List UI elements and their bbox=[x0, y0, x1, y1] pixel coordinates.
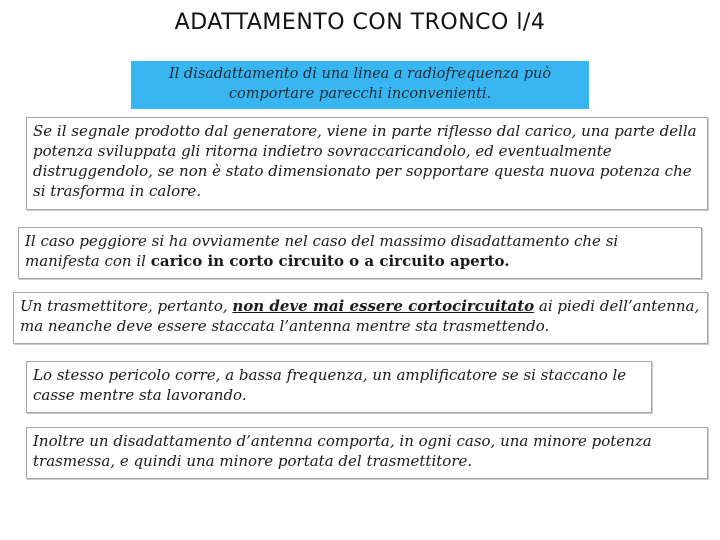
paragraph-text: Inoltre un disadattamento d’antenna comporta, in ogni caso, una minore potenza trasmessa, e quindi una minore portata del trasmettitore. bbox=[33, 432, 652, 470]
paragraph-emphasis: carico in corto circuito o a circuito aperto. bbox=[150, 252, 510, 270]
paragraph-box-reduced-power bbox=[26, 427, 708, 479]
paragraph-text-after: ai piedi dell’antenna, ma neanche deve essere staccata l’antenna mentre sta trasmettendo. bbox=[20, 297, 700, 335]
intro-highlight-box bbox=[131, 61, 589, 109]
paragraph-text: Il caso peggiore si ha ovviamente nel caso del massimo disadattamento che si manifesta con il bbox=[25, 232, 619, 270]
paragraph-emphasis: non deve mai essere cortocircuitato bbox=[232, 297, 535, 315]
intro-line-1: Il disadattamento di una linea a radiofrequenza può bbox=[168, 66, 552, 82]
paragraph-box-low-frequency bbox=[26, 361, 652, 413]
paragraph-box-generator-reflection bbox=[26, 117, 708, 210]
paragraph-text: Se il segnale prodotto dal generatore, viene in parte riflesso dal carico, una parte della potenza sviluppata gli ritorna indietro sovraccaricandolo, ed eventualmente distruggendolo, se non è stato dimensionato per sopportare questa nuova potenza che si trasforma in calore. bbox=[33, 122, 697, 200]
paragraph-box-worst-case bbox=[18, 227, 702, 279]
slide-title: ADATTAMENTO CON TRONCO l/4 bbox=[174, 10, 546, 35]
paragraph-box-transmitter-warning bbox=[13, 292, 708, 344]
paragraph-text: Un trasmettitore, pertanto, bbox=[20, 297, 233, 315]
paragraph-text: Lo stesso pericolo corre, a bassa frequenza, un amplificatore se si staccano le casse mentre sta lavorando. bbox=[33, 366, 627, 404]
intro-line-2: comportare parecchi inconvenienti. bbox=[228, 86, 492, 102]
